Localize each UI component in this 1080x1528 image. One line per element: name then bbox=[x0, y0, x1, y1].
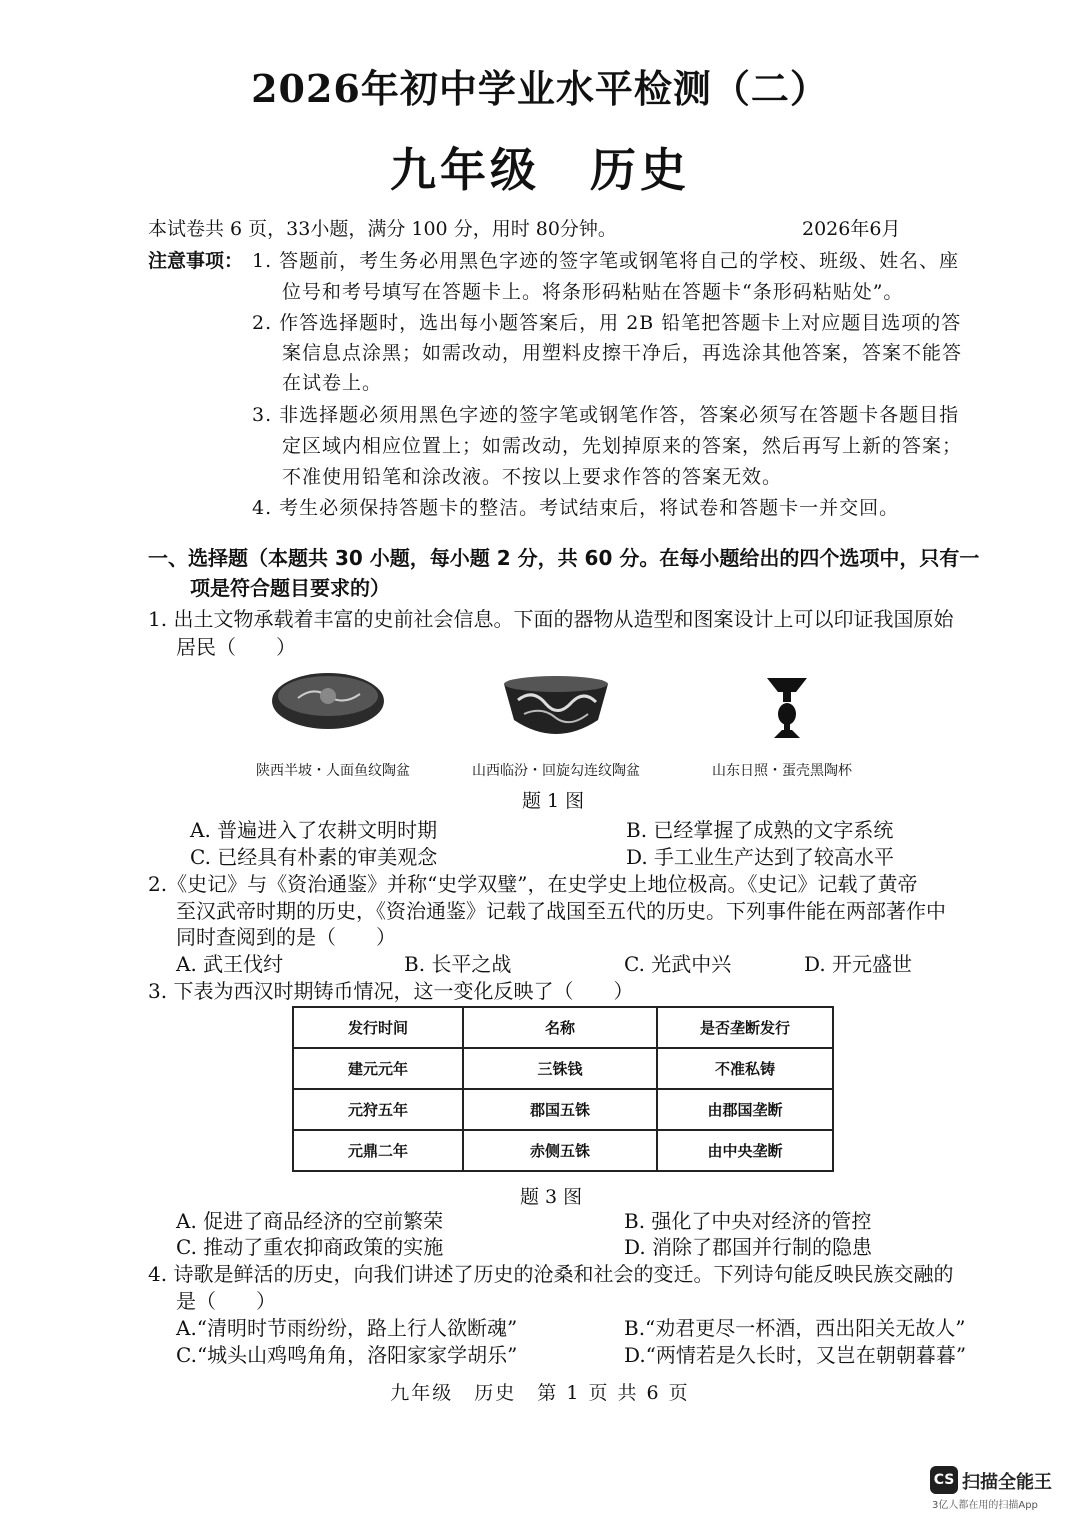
swirl-pattern-basin-icon bbox=[498, 670, 614, 744]
option-a: A.“清明时节雨纷纷，路上行人欲断魂” bbox=[176, 1316, 518, 1340]
notice-line: 定区域内相应位置上；如需改动，先划掉原来的答案，然后再写上新的答案； bbox=[282, 435, 963, 457]
option-d: D.“两情若是久长时，又岂在朝朝暮暮” bbox=[624, 1343, 967, 1367]
watermark-name: 扫描全能王 bbox=[962, 1472, 1052, 1493]
option-c: C. 光武中兴 bbox=[624, 952, 732, 976]
notice-line: 2. 作答选择题时，选出每小题答案后，用 2B 铅笔把答题卡上对应题目选项的答 bbox=[252, 312, 962, 334]
fish-face-basin-icon bbox=[268, 668, 388, 738]
table-header: 名称 bbox=[463, 1007, 657, 1048]
exam-date: 2026年6月 bbox=[802, 218, 901, 240]
option-c: C. 推动了重农抑商政策的实施 bbox=[176, 1235, 444, 1259]
option-d: D. 手工业生产达到了较高水平 bbox=[626, 845, 895, 869]
notice-line: 4. 考生必须保持答题卡的整洁。考试结束后，将试卷和答题卡一并交回。 bbox=[252, 497, 900, 519]
exam-info: 本试卷共 6 页，33小题，满分 100 分，用时 80分钟。 bbox=[148, 218, 617, 240]
notice-line: 位号和考号填写在答题卡上。将条形码粘贴在答题卡“条形码粘贴处”。 bbox=[282, 281, 904, 303]
table-row bbox=[293, 1089, 833, 1130]
question-1-stem-cont: 居民（ ） bbox=[176, 635, 296, 659]
option-b: B. 长平之战 bbox=[404, 952, 512, 976]
table-header: 是否垄断发行 bbox=[657, 1007, 833, 1048]
option-d: D. 消除了郡国并行制的隐患 bbox=[624, 1235, 873, 1259]
table-header: 发行时间 bbox=[293, 1007, 463, 1048]
question-4-stem-cont: 是（ ） bbox=[176, 1289, 276, 1313]
page-footer: 九年级 历史 第 1 页 共 6 页 bbox=[390, 1382, 690, 1404]
image-caption: 山东日照・蛋壳黑陶杯 bbox=[712, 763, 852, 779]
table-cell: 由中央垄断 bbox=[657, 1130, 833, 1171]
table-cell: 三铢钱 bbox=[463, 1048, 657, 1089]
question-2-stem-cont: 至汉武帝时期的历史，《资治通鉴》记载了战国至五代的历史。下列事件能在两部著作中 bbox=[176, 899, 946, 923]
table-header-row bbox=[293, 1007, 833, 1048]
question-3-stem: 3. 下表为西汉时期铸币情况，这一变化反映了（ ） bbox=[148, 979, 634, 1003]
figure-caption: 题 1 图 bbox=[522, 790, 585, 812]
table-row bbox=[293, 1048, 833, 1089]
question-1-stem: 1. 出土文物承载着丰富的史前社会信息。下面的器物从造型和图案设计上可以印证我国原始 bbox=[148, 607, 954, 631]
option-d: D. 开元盛世 bbox=[804, 952, 913, 976]
table-cell: 元狩五年 bbox=[293, 1089, 463, 1130]
notice-line: 1. 答题前，考生务必用黑色字迹的签字笔或钢笔将自己的学校、班级、姓名、座 bbox=[252, 250, 960, 272]
exam-title: 2026年初中学业水平检测（二） bbox=[251, 66, 829, 111]
section-heading: 一、选择题（本题共 30 小题，每小题 2 分，共 60 分。在每小题给出的四个选项中，只有一 bbox=[148, 546, 980, 570]
table-cell: 建元元年 bbox=[293, 1048, 463, 1089]
notice-line: 3. 非选择题必须用黑色字迹的签字笔或钢笔作答，答案必须写在答题卡各题目指 bbox=[252, 404, 960, 426]
table-cell: 赤侧五铢 bbox=[463, 1130, 657, 1171]
notice-line: 案信息点涂黑；如需改动，用塑料皮擦干净后，再选涂其他答案，答案不能答 bbox=[282, 342, 963, 364]
figure-caption: 题 3 图 bbox=[520, 1186, 583, 1208]
question-4-stem: 4. 诗歌是鲜活的历史，向我们讲述了历史的沧桑和社会的变迁。下列诗句能反映民族交融的 bbox=[148, 1262, 954, 1286]
image-caption: 山西临汾・回旋勾连纹陶盆 bbox=[472, 763, 640, 779]
notice-line: 不准使用铅笔和涂改液。不按以上要求作答的答案无效。 bbox=[282, 466, 783, 488]
table-row bbox=[293, 1130, 833, 1171]
option-a: A. 普遍进入了农耕文明时期 bbox=[190, 818, 438, 842]
exam-subject: 九年级 历史 bbox=[390, 143, 690, 197]
option-c: C.“城头山鸡鸣角角，洛阳家家学胡乐” bbox=[176, 1343, 518, 1367]
table-cell: 元鼎二年 bbox=[293, 1130, 463, 1171]
table-cell: 不准私铸 bbox=[657, 1048, 833, 1089]
watermark-tagline: 3亿人都在用的扫描App bbox=[932, 1500, 1038, 1511]
image-caption: 陕西半坡・人面鱼纹陶盆 bbox=[256, 763, 410, 779]
option-b: B.“劝君更尽一杯酒，西出阳关无故人” bbox=[624, 1316, 966, 1340]
table-cell: 郡国五铢 bbox=[463, 1089, 657, 1130]
question-2-stem: 2.《史记》与《资治通鉴》并称“史学双璧”，在史学史上地位极高。《史记》记载了黄帝 bbox=[148, 872, 918, 896]
table-cell: 由郡国垄断 bbox=[657, 1089, 833, 1130]
option-a: A. 武王伐纣 bbox=[176, 952, 284, 976]
option-b: B. 已经掌握了成熟的文字系统 bbox=[626, 818, 894, 842]
notice-label: 注意事项： bbox=[148, 250, 244, 272]
question-2-stem-cont: 同时查阅到的是（ ） bbox=[176, 925, 396, 949]
option-b: B. 强化了中央对经济的管控 bbox=[624, 1209, 872, 1233]
option-a: A. 促进了商品经济的空前繁荣 bbox=[176, 1209, 444, 1233]
eggshell-black-cup-icon bbox=[762, 672, 812, 742]
option-c: C. 已经具有朴素的审美观念 bbox=[190, 845, 438, 869]
section-heading-cont: 项是符合题目要求的） bbox=[190, 576, 390, 600]
notice-line: 在试卷上。 bbox=[282, 372, 383, 394]
coin-table bbox=[292, 1006, 834, 1172]
camscanner-logo-icon: CS bbox=[930, 1466, 958, 1494]
